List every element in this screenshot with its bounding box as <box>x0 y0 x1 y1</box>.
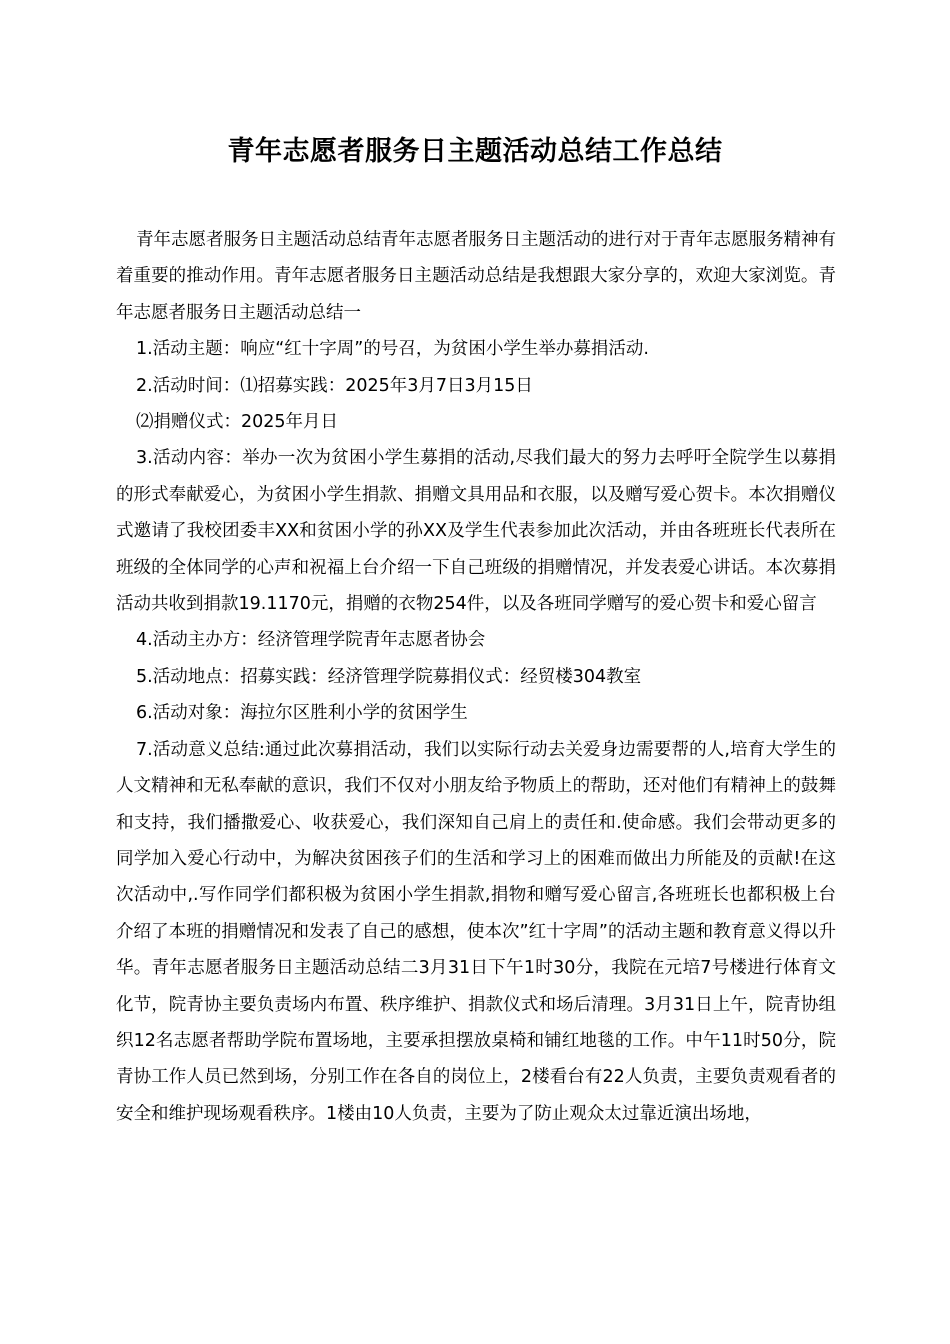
item-activity-organizer: 4.活动主办方：经济管理学院青年志愿者协会 <box>136 630 486 651</box>
item-activity-time: 2.活动时间：⑴招募实践：2025年3月7日3月15日 <box>136 375 533 396</box>
item-activity-theme: 1.活动主题：响应“红十字周”的号召，为贫困小学生举办募捐活动. <box>136 339 649 360</box>
item-activity-location: 5.活动地点：招募实践：经济管理学院募捐仪式：经贸楼304教室 <box>136 666 642 687</box>
document-body <box>116 222 836 1132</box>
item-donation-ceremony-time: ⑵捐赠仪式：2025年月日 <box>136 412 339 433</box>
item-activity-content: 3.活动内容：举办一次为贫困小学生募捐的活动,尽我们最大的努力去呼吁全院学生以募捐的形式奉献爱心，为贫困小学生捐款、捐赠文具用品和衣服，以及赠写爱心贺卡。本次捐赠仪式邀请了我校团委丰XX和贫困小学的孙XX及学生代表参加此次活动，并由各班班长代表所在班级的全体同学的心声和祝福上台介绍一下自己班级的捐赠情况，并发表爱心讲话。本次募捐活动共收到捐款19.1170元，捐赠的衣物254件，以及各班同学赠写的爱心贺卡和爱心留言 <box>116 448 836 615</box>
document-title: 青年志愿者服务日主题活动总结工作总结 <box>227 136 723 167</box>
intro-paragraph: 青年志愿者服务日主题活动总结青年志愿者服务日主题活动的进行对于青年志愿服务精神有着重要的推动作用。青年志愿者服务日主题活动总结是我想跟大家分享的，欢迎大家浏览。青年志愿者服务日主题活动总结一 <box>116 230 836 323</box>
item-activity-target: 6.活动对象：海拉尔区胜利小学的贫困学生 <box>136 703 468 724</box>
item-activity-significance: 7.活动意义总结:通过此次募捐活动，我们以实际行动去关爱身边需要帮的人,培育大学生的人文精神和无私奉献的意识，我们不仅对小朋友给予物质上的帮助，还对他们有精神上的鼓舞和支持，我们播撒爱心、收获爱心，我们深知自己肩上的责任和.使命感。我们会带动更多的同学加入爱心行动中，为解决贫困孩子们的生活和学习上的困难而做出力所能及的贡献!在这次活动中,.写作同学们都积极为贫困小学生捐款,捐物和赠写爱心留言,各班班长也都积极上台介绍了本班的捐赠情况和发表了自己的感想，使本次”红十字周”的活动主题和教育意义得以升华。青年志愿者服务日主题活动总结二3月31日下午1时30分，我院在元培7号楼进行体育文化节，院青协主要负责场内布置、秩序维护、捐款仪式和场后清理。3月31日上午，院青协组织12名志愿者帮助学院布置场地，主要承担摆放桌椅和铺红地毯的工作。中午11时50分，院青协工作人员已然到场，分别工作在各自的岗位上，2楼看台有22人负责，主要负责观看者的安全和维护现场观看秩序。1楼由10人负责，主要为了防止观众太过靠近演出场地， <box>116 739 836 1124</box>
